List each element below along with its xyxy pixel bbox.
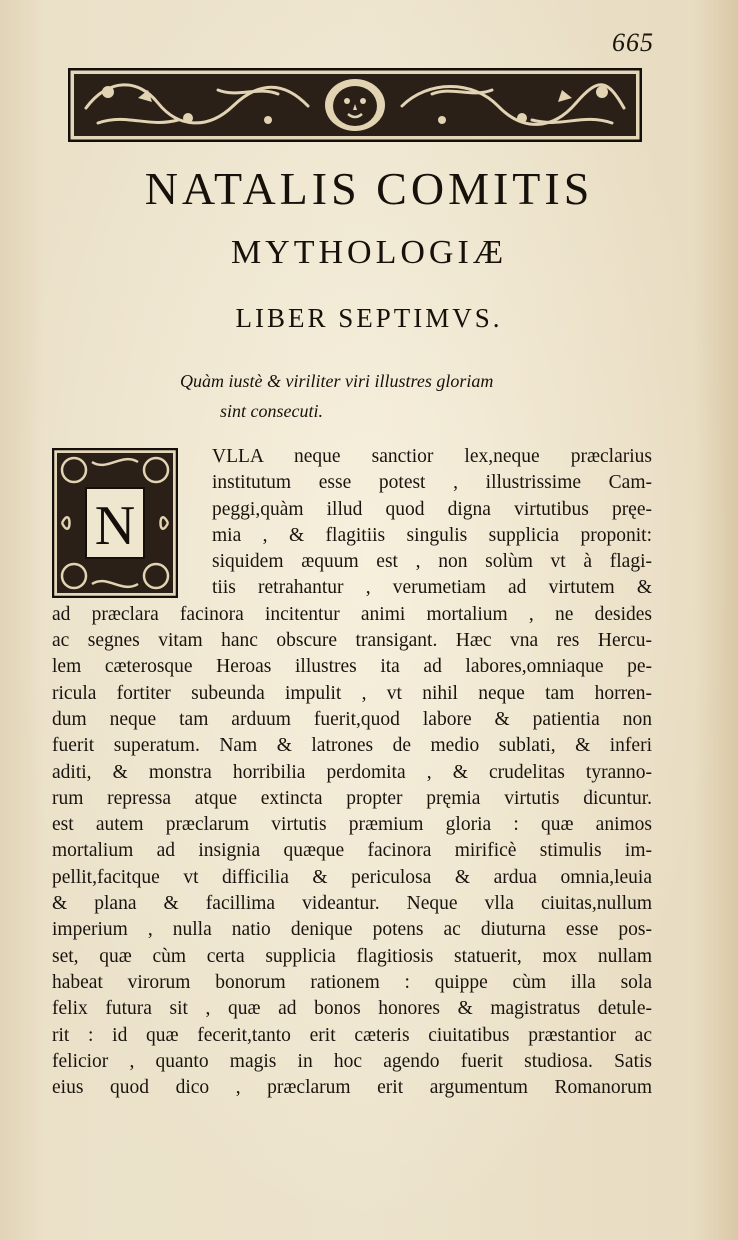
ornamental-headpiece [68, 68, 642, 142]
book-title: NATALIS COMITIS [144, 163, 594, 214]
text-line: & plana & facillima videantur. Neque vlla ciuitas,nullum [52, 893, 652, 915]
text-line: set, quæ cùm certa supplicia flagitiosis statuerit, mox nullam [52, 945, 652, 967]
text-line: mortalium ad insignia quæque facinora mirificè stimulis im- [52, 840, 652, 862]
book-section-heading: LIBER SEPTIMVS. [235, 303, 503, 333]
text-line: ricula fortiter subeunda impulit , vt nihil neque tam horren- [52, 682, 652, 704]
page-number: 665 [612, 28, 654, 57]
text-line: imperium , nulla natio denique potens ac diuturna esse pos- [52, 919, 652, 941]
drop-cap-letter: N [94, 495, 136, 557]
text-line: rit : id quæ fecerit,tanto erit cæteris ciuitatibus præstantior ac [52, 1024, 652, 1046]
text-line: felicior , quanto magis in hoc agendo fuerit studiosa. Satis [52, 1050, 652, 1072]
text-line: VLLA neque sanctior lex,neque præclarius [212, 446, 652, 467]
text-line: aditi, & monstra horribilia perdomita , & crudelitas tyranno- [52, 761, 652, 783]
text-line: dum neque tam arduum fuerit,quod labore & patientia non [52, 708, 652, 730]
text-line: tiis retrahantur , verumetiam ad virtutem & [212, 577, 652, 599]
chapter-heading-line: sint consecuti. [220, 401, 323, 421]
text-line: institutum esse potest , illustrissime Cam- [212, 472, 652, 494]
text-line: ac segnes vitam hanc obscure transigant. Hæc vna res Hercu- [52, 630, 652, 652]
body-text [52, 444, 652, 1101]
text-line: mia , & flagitiis singulis supplicia proponit: [212, 524, 652, 546]
chapter-heading [180, 366, 620, 426]
text-line: eius quod dico , præclarum erit argumentum Romanorum [52, 1077, 652, 1099]
book-subtitle: MYTHOLOGIÆ [230, 234, 508, 271]
text-line: ad præclara facinora incitentur animi mortalium , ne desides [52, 603, 652, 625]
text-line: peggi,quàm illud quod digna virtutibus pręe- [212, 498, 652, 520]
text-line: lem cæterosque Heroas illustres ita ad labores,omniaque pe- [52, 656, 652, 678]
text-line: fuerit superatum. Nam & latrones de medio sublati, & inferi [52, 735, 652, 757]
text-line: siquidem æquum est , non solùm vt à flagi- [212, 551, 652, 573]
chapter-heading-line: Quàm iustè & viriliter viri illustres gloriam [180, 371, 494, 391]
text-line: felix futura sit , quæ ad bonos honores & magistratus detule- [52, 998, 652, 1020]
text-line: pellit,facitque vt difficilia & periculosa & ardua omnia,leuia [52, 866, 652, 888]
text-line: rum repressa atque extincta propter pręmia virtutis dicuntur. [52, 787, 652, 809]
text-line: est autem præclarum virtutis præmium gloria : quæ animos [52, 814, 652, 836]
text-line: habeat virorum bonorum rationem : quippe cùm illa sola [52, 971, 652, 993]
